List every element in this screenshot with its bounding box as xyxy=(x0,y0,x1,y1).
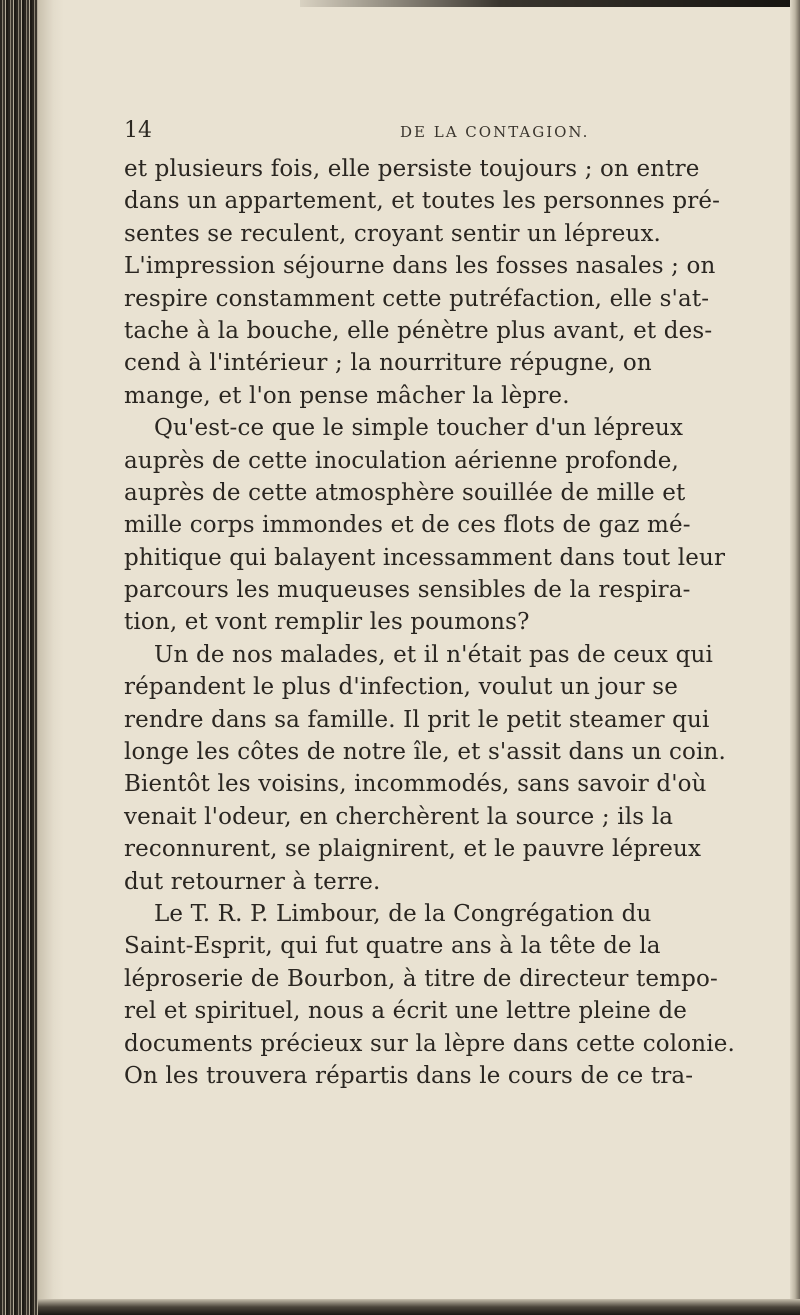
text-line: rendre dans sa famille. Il prit le petit steamer qui xyxy=(124,706,710,733)
text-line: documents précieux sur la lèpre dans cette colonie. xyxy=(124,1030,735,1057)
text-line: reconnurent, se plaignirent, et le pauvre lépreux xyxy=(124,836,702,863)
bottom-page-edge xyxy=(38,1299,800,1315)
paragraph-start-line: Un de nos malades, et il n'était pas de ceux qui xyxy=(154,641,713,668)
running-head: DE LA CONTAGION. xyxy=(400,123,590,141)
body-text xyxy=(124,153,800,1092)
text-line: tache à la bouche, elle pénètre plus avant, et des- xyxy=(124,317,713,344)
text-line: respire constamment cette putréfaction, elle s'at- xyxy=(124,285,710,312)
text-line: auprès de cette atmosphère souillée de mille et xyxy=(124,479,686,506)
paragraph-start-line: Le T. R. P. Limbour, de la Congrégation du xyxy=(154,900,652,927)
text-line: mange, et l'on pense mâcher la lèpre. xyxy=(124,382,570,409)
text-line: dans un appartement, et toutes les personnes pré- xyxy=(124,188,721,215)
book-binding xyxy=(0,0,38,1315)
text-line: sentes se reculent, croyant sentir un lépreux. xyxy=(124,220,662,247)
text-line: cend à l'intérieur ; la nourriture répugne, on xyxy=(124,350,652,377)
text-line: tion, et vont remplir les poumons? xyxy=(124,609,530,636)
text-line: mille corps immondes et de ces flots de gaz mé- xyxy=(124,512,691,539)
binding-shadow xyxy=(38,0,64,1315)
text-line: venait l'odeur, en cherchèrent la source ; ils la xyxy=(124,803,674,830)
text-line: et plusieurs fois, elle persiste toujours ; on entre xyxy=(124,156,700,182)
text-line: auprès de cette inoculation aérienne profonde, xyxy=(124,447,679,474)
text-line: répandent le plus d'infection, voulut un jour se xyxy=(124,674,678,701)
text-line: léproserie de Bourbon, à titre de directeur tempo- xyxy=(124,965,718,992)
text-line: L'impression séjourne dans les fosses nasales ; on xyxy=(124,253,716,280)
top-page-edge xyxy=(300,0,800,7)
text-line: On les trouvera répartis dans le cours de ce tra- xyxy=(124,1062,694,1089)
text-line: parcours les muqueuses sensibles de la respira- xyxy=(124,577,691,604)
text-line: rel et spirituel, nous a écrit une lettre pleine de xyxy=(124,998,688,1025)
text-line: longe les côtes de notre île, et s'assit dans un coin. xyxy=(124,739,726,766)
page-number: 14 xyxy=(124,118,152,143)
text-line: Bientôt les voisins, incommodés, sans savoir d'où xyxy=(124,771,707,798)
text-line: phitique qui balayent incessamment dans tout leur xyxy=(124,544,726,571)
text-line: Saint-Esprit, qui fut quatre ans à la tête de la xyxy=(124,933,661,960)
text-line: dut retourner à terre. xyxy=(124,868,381,895)
paragraph-start-line: Qu'est-ce que le simple toucher d'un lépreux xyxy=(154,415,684,442)
